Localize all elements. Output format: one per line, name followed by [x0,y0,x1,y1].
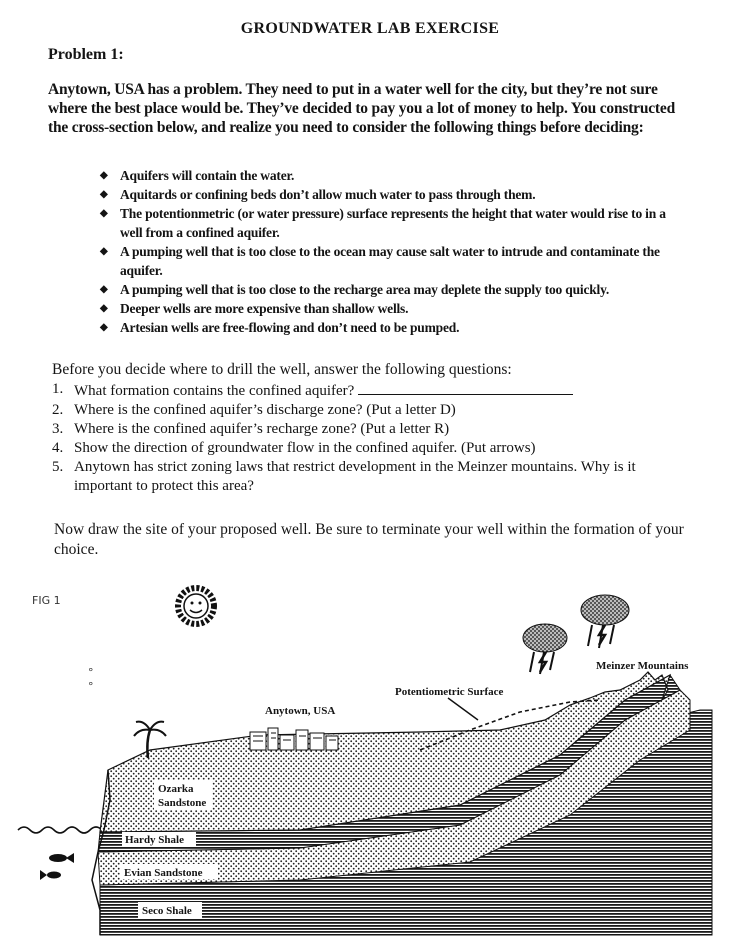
question-number: 4. [52,440,64,456]
closing-instructions: Now draw the site of your proposed well. Be sure to terminate your well within the formation of your choice. [54,521,684,558]
question-item [52,420,692,439]
cross-section-figure [0,580,754,947]
list-item: ◆ Deeper wells are more expensive than shallow wells. [100,299,680,318]
speck-mark: ° [88,680,94,693]
questions-list [52,380,692,496]
hardy-label: Hardy Shale [125,834,184,846]
question-text: Anytown has strict zoning laws that restrict development in the Meinzer mountains. Why is it important to protect this area? [74,459,636,494]
page-title: GROUNDWATER LAB EXERCISE [240,20,500,37]
question-text: What formation contains the confined aquifer? [74,383,355,399]
rain-cloud-icon [523,624,567,674]
rain-cloud-icon [581,595,629,648]
question-text: Show the direction of groundwater flow in the confined aquifer. (Put arrows) [74,440,536,456]
question-text: Where is the confined aquifer’s discharge zone? (Put a letter D) [74,402,456,418]
question-item [52,380,692,401]
potentiometric-label: Potentiometric Surface [395,686,504,698]
mountains-label: Meinzer Mountains [596,660,689,672]
question-number: 5. [52,459,64,475]
town-label: Anytown, USA [265,705,336,717]
question-number: 1. [52,381,64,397]
list-item: ◆ The potentionmetric (or water pressure) surface represents the height that water would rise to in a well from a confined aquifer. [100,204,680,242]
answer-blank[interactable] [358,380,573,395]
list-item: ◆ Artesian wells are free-flowing and don’t need to be pumped. [100,318,680,337]
question-item [52,458,692,496]
question-number: 3. [52,421,64,437]
considerations-list [100,166,680,337]
intro-paragraph: Anytown, USA has a problem. They need to put in a water well for the city, but they’re not sure where the best place would be. They’ve decided to pay you a lot of money to help. You constructed the cross-section below, and realize you need to consider the following things before deciding: [48,81,675,136]
list-item: ◆ Aquifers will contain the water. [100,166,680,185]
ozarka-label-1: Ozarka [158,783,194,795]
question-item [52,401,692,420]
ocean-waves [18,827,102,833]
fish-icon [40,870,61,880]
problem-heading: Problem 1: [48,46,124,63]
question-text: Where is the confined aquifer’s recharge zone? (Put a letter R) [74,421,450,437]
questions-intro: Before you decide where to drill the well, answer the following questions: [52,361,512,378]
question-item [52,439,692,458]
list-item: ◆ A pumping well that is too close to the recharge area may deplete the supply too quickly. [100,280,680,299]
figure-label: FIG 1 [32,594,61,607]
list-item: ◆ A pumping well that is too close to the ocean may cause salt water to intrude and contaminate the aquifer. [100,242,680,280]
evian-label: Evian Sandstone [124,867,203,879]
speck-mark: ° [88,666,94,679]
list-item: ◆ Aquitards or confining beds don’t allow much water to pass through them. [100,185,680,204]
sun-icon [178,588,214,624]
seco-label: Seco Shale [142,905,192,917]
ozarka-label-2: Sandstone [158,797,207,809]
potentiometric-leader-line [448,698,478,720]
question-number: 2. [52,402,64,418]
fish-icon [49,853,74,863]
